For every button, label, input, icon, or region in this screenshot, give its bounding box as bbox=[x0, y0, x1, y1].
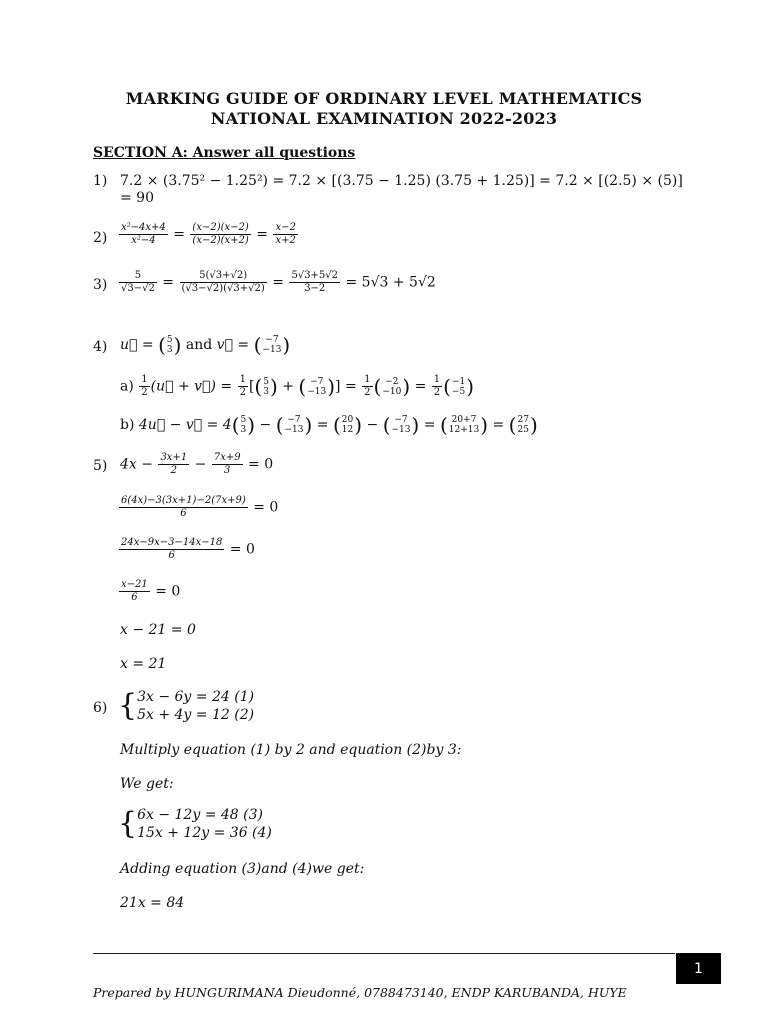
fraction: $\frac{1}{2}$ bbox=[141, 374, 148, 398]
fraction: $\frac{24x-9x-3-14x-18}{6}$ bbox=[121, 537, 223, 561]
question-6-we-get: We get: bbox=[120, 776, 174, 792]
question-5-step3: $\frac{24x-9x-3-14x-18}{6}$ = 0 bbox=[121, 537, 255, 561]
question-5-step5: x − 21 = 0 bbox=[120, 622, 196, 638]
question-3-result: = 5√3 + 5√2 bbox=[345, 274, 436, 291]
question-2-number: 2) bbox=[93, 230, 108, 246]
question-1-number: 1) bbox=[93, 173, 108, 189]
page-number: 1 bbox=[676, 953, 721, 984]
fraction: $\frac{7x+9}{3}$ bbox=[213, 452, 241, 476]
question-1-line2: = 90 bbox=[120, 190, 154, 206]
document-title-line2: NATIONAL EXAMINATION 2022-2023 bbox=[210, 109, 558, 128]
fraction: $\frac{5√3+5√2}{3-2}$ bbox=[291, 270, 339, 294]
fraction: $\frac{x-2}{x+2}$ bbox=[275, 222, 296, 246]
fraction: $\frac{3x+1}{2}$ bbox=[160, 452, 188, 476]
question-6-system-2: { 6x − 12y = 48 (3) 15x + 12y = 36 (4) bbox=[118, 806, 272, 841]
question-6-number: 6) bbox=[93, 700, 108, 716]
question-5-number: 5) bbox=[93, 458, 108, 474]
question-6-adding: Adding equation (3)and (4)we get: bbox=[120, 861, 365, 877]
fraction: $\frac{5(√3+√2)}{(√3-√2)(√3+√2)}$ bbox=[181, 270, 265, 294]
question-1-line1: 7.2 × (3.75² − 1.25²) = 7.2 × [(3.75 − 1.25) (3.75 + 1.25)] = 7.2 × [(2.5) × (5)] bbox=[120, 173, 683, 189]
question-6-instruction: Multiply equation (1) by 2 and equation (2)by 3: bbox=[120, 742, 462, 758]
question-6-result: 21x = 84 bbox=[120, 895, 185, 911]
fraction: $\frac{x-21}{6}$ bbox=[121, 579, 148, 603]
question-4b: b) 4u⃗ − v⃗ = 4( 5 3 ) − ( −7 −13 ) = ( 20 12 ) − ( −7 −13 ) = ( 20+7 12+13 ) = ( 27 25 ) bbox=[120, 413, 538, 437]
footer-prepared-by: Prepared by HUNGURIMANA Dieudonné, 0788473140, ENDP KARUBANDA, HUYE bbox=[93, 985, 627, 1000]
question-4-intro: u⃗ = ( 5 3 ) and v⃗ = ( −7 −13 ) bbox=[120, 333, 291, 357]
fraction: $\frac{(x-2)(x-2)}{(x-2)(x+2)}$ bbox=[192, 222, 249, 246]
question-4-number: 4) bbox=[93, 339, 108, 355]
question-5-step2: $\frac{6(4x)-3(3x+1)-2(7x+9)}{6}$ = 0 bbox=[121, 495, 279, 519]
fraction: $\frac{1}{2}$ bbox=[364, 374, 371, 398]
section-heading: SECTION A: Answer all questions bbox=[93, 145, 356, 161]
question-3-expression: $\frac{5}{√3-√2}$ = $\frac{5(√3+√2)}{(√3-√2)(√3+√2)}$ = $\frac{5√3+5√2}{3-2}$ = 5√3 + 5√2 bbox=[121, 270, 436, 294]
question-5-step1: 4x − $\frac{3x+1}{2}$ − $\frac{7x+9}{3}$ = 0 bbox=[120, 452, 274, 476]
question-5-step4: $\frac{x-21}{6}$ = 0 bbox=[121, 579, 181, 603]
question-5-step6: x = 21 bbox=[120, 656, 167, 672]
document-title-line1: MARKING GUIDE OF ORDINARY LEVEL MATHEMATICS bbox=[125, 89, 643, 108]
fraction: $\frac{1}{2}$ bbox=[239, 374, 246, 398]
question-3-number: 3) bbox=[93, 277, 108, 293]
question-6-system-1: { 3x − 6y = 24 (1) 5x + 4y = 12 (2) bbox=[118, 688, 255, 723]
fraction: $\frac{1}{2}$ bbox=[433, 374, 441, 398]
question-4a: a) $\frac{1}{2}$ (u⃗ + v⃗) = $\frac{1}{2}$ [( 5 3 ) + ( −7 −13 )] = $\frac{1}{2}$ ( −2 −10 ) = $\frac{1}{2}$ ( −1 −5 ) bbox=[120, 374, 475, 399]
fraction: $\frac{5}{√3-√2}$ bbox=[121, 270, 155, 294]
fraction: $\frac{\text{x²−4x+4}}{\text{x²−4}}$ bbox=[121, 222, 166, 246]
footer-divider bbox=[93, 953, 675, 954]
question-2-expression: $\frac{\text{x²−4x+4}}{\text{x²−4}}$ = $\frac{(x-2)(x-2)}{(x-2)(x+2)}$ = $\frac{x-2}{x+2}$ bbox=[121, 222, 296, 246]
fraction: $\frac{6(4x)-3(3x+1)-2(7x+9)}{6}$ bbox=[121, 495, 246, 519]
